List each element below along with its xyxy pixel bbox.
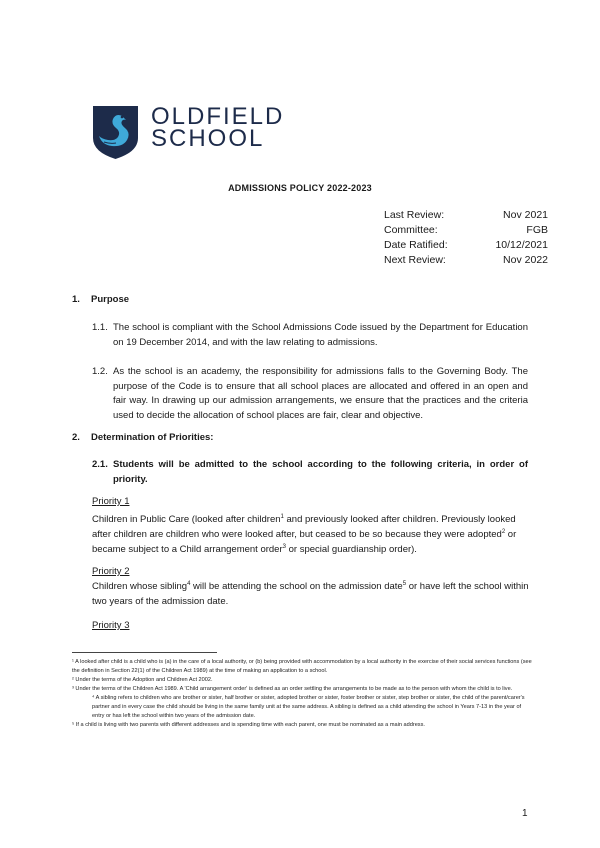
paragraph-number: 1.2.: [92, 366, 108, 377]
paragraph-1-2: [92, 365, 528, 423]
priority-1-heading: Priority 1: [92, 496, 130, 507]
logo-wordmark: [151, 103, 285, 152]
footnote-ref[interactable]: 4: [187, 580, 191, 587]
paragraph-text: As the school is an academy, the responsibility for admissions falls to the Governing Body. The purpose of the Code is to ensure that all school places are allocated and offered in an open and fair way. In drawing up our admission arrangements, we ensure that the practices and the criteria used to decide the allocation of school places are fair, clear and objective.: [113, 366, 528, 421]
priority-3-heading: Priority 3: [92, 620, 130, 631]
section-title: Determination of Priorities:: [91, 432, 214, 443]
footnote-2: ² Under the terms of the Adoption and Children Act 2002.: [72, 677, 213, 683]
footnote-1: ¹ A looked after child is a child who is (a) in the care of a local authority, or (b) being provided with accommodation by a local authority in the exercise of their social services functions (see the definition in Section 22(1) of the Children Act 1989) at the time of making an application to a school.: [72, 659, 532, 674]
review-row: [384, 208, 548, 223]
paragraph-2-1: [92, 458, 528, 487]
section-number: 2.: [72, 432, 80, 443]
footnote-3: ³ Under the terms of the Children Act 1989. A 'Child arrangement order' is defined as an order settling the arrangements to be made as to the person with whom the child is to live.: [72, 686, 513, 692]
review-row: [384, 238, 548, 253]
footnote-4: ⁴ A sibling refers to children who are brother or sister, half brother or sister, adopted brother or sister, foster brother or sister, step brother or sister, the child of the parent/carer's partner and in every case the child should be living in the same family unit at the same address. A sibling is defined as a child attending the school in Years 7-13 in the year of entry or has left the school within two years of the admission date.: [92, 695, 525, 719]
review-row: [384, 223, 548, 238]
section-heading-purpose: [72, 294, 129, 305]
text-run: and previously looked after children. Previously looked after children are children who were looked after, but ceased to be so because they were adopted: [92, 514, 516, 540]
review-label: Committee:: [384, 224, 438, 236]
school-logo: [91, 103, 285, 160]
section-heading-priorities: [72, 432, 213, 443]
document-title: ADMISSIONS POLICY 2022-2023: [228, 183, 372, 193]
paragraph-1-1: [92, 321, 528, 350]
text-run: will be attending the school on the admission date: [190, 581, 403, 592]
paragraph-text: The school is compliant with the School Admissions Code issued by the Department for Education on 19 December 2014, and with the law relating to admissions.: [113, 322, 528, 348]
text-run: Children whose sibling: [92, 581, 188, 592]
footnote-5: ⁵ If a child is living with two parents with different addresses and is spending time with each parent, one must be nominated as a main address.: [72, 722, 425, 728]
footnote-ref[interactable]: 3: [282, 543, 286, 550]
priority-1-text: [92, 512, 532, 557]
review-label: Last Review:: [384, 209, 445, 221]
footnote-ref[interactable]: 5: [402, 580, 407, 587]
section-number: 1.: [72, 294, 80, 305]
footnote-ref[interactable]: 2: [501, 528, 506, 535]
logo-line-1: OLDFIELD: [151, 103, 285, 130]
text-run: or have left the school within two years of the admission date.: [92, 581, 529, 607]
text-run: or became subject to a Child arrangement order: [92, 529, 517, 555]
page-number: 1: [522, 808, 528, 819]
review-table: [384, 208, 548, 268]
logo-line-2: SCHOOL: [151, 125, 265, 152]
footnote-ref[interactable]: 1: [280, 513, 284, 520]
review-label: Next Review:: [384, 254, 446, 266]
review-value: FGB: [526, 224, 548, 236]
priority-2-heading: Priority 2: [92, 566, 130, 577]
priority-2-text: [92, 579, 532, 609]
swan-crest-icon: [91, 104, 140, 160]
footnotes: [72, 658, 534, 730]
review-row: [384, 253, 548, 268]
text-run: or special guardianship order).: [285, 544, 417, 555]
review-value: Nov 2022: [503, 254, 548, 266]
paragraph-number: 1.1.: [92, 322, 108, 333]
text-run: Children in Public Care (looked after children: [92, 514, 281, 525]
review-value: Nov 2021: [503, 209, 548, 221]
paragraph-number: 2.1.: [92, 459, 108, 470]
footnote-divider: [72, 652, 217, 653]
review-label: Date Ratified:: [384, 239, 448, 251]
section-title: Purpose: [91, 294, 130, 305]
review-value: 10/12/2021: [495, 239, 548, 251]
paragraph-text: Students will be admitted to the school according to the following criteria, in order of priority.: [113, 459, 528, 485]
